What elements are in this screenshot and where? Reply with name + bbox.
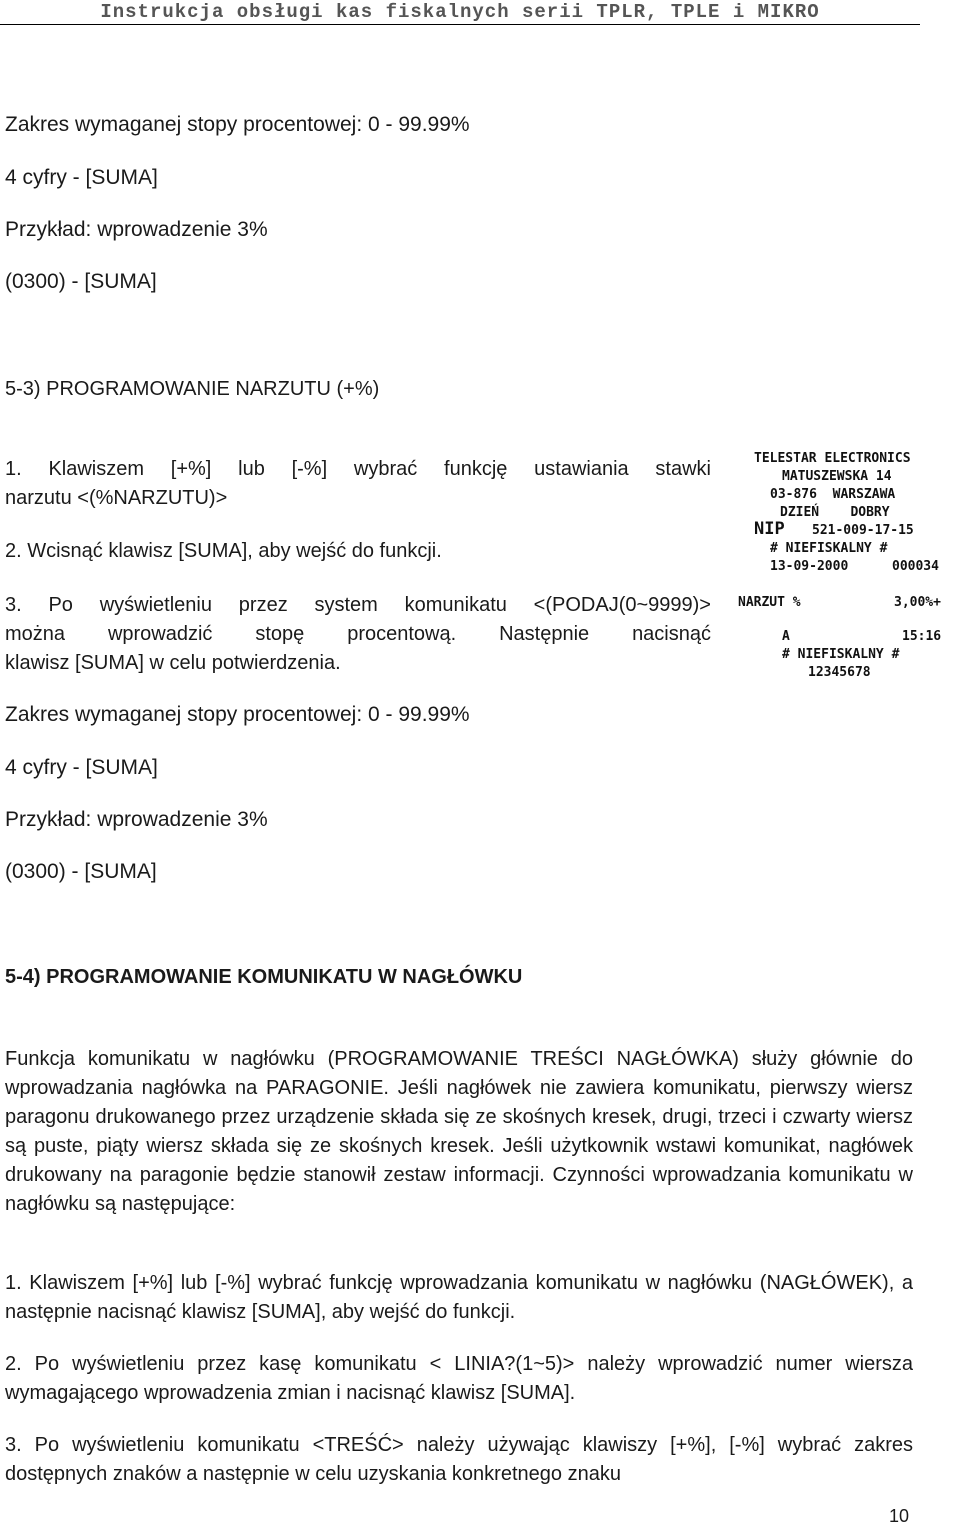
receipt-line: 15:16 [902,629,942,644]
receipt-line: # NIEFISKALNY # [770,541,888,556]
digits-text: 4 cyfry - [SUMA] [5,166,158,189]
receipt-line: 000034 [892,559,939,574]
step-1-paragraph: 1. Klawiszem [+%] lub [-%] wybrać funkcję wprowadzania komunikatu w nagłówku (NAGŁÓWEK), a następnie nacisnąć klawisz [SUMA], aby wejść do funkcji. [5,1272,913,1323]
receipt-line: 13-09-2000 [770,559,849,574]
value-text: (0300) - [SUMA] [5,270,157,293]
page-header: Instrukcja obsługi kas fiskalnych serii TPLR, TPLE i MIKRO [0,0,920,25]
intro-paragraph: Funkcja komunikatu w nagłówku (PROGRAMOWANIE TREŚCI NAGŁÓWKA) służy głównie do wprowadzania nagłówka na PARAGONIE. Jeśli nagłówek nie zawiera komunikatu, pierwszy wiersz paragonu drukowanego przez urządzenie składa się ze skośnych kresek, drugi, trzeci i czwarty wiersz są puste, piąty wiersz składa się ze skośnych kresek. Jeśli użytkownik wstawi komunikat, nagłówek drukowany na paragonie będzie stanowił zestaw informacji. Czynności wprowadzania komunikatu w nagłówku są następujące: [5,1048,913,1215]
receipt-line: DZIEŃ DOBRY [780,505,890,520]
receipt-line: TELESTAR ELECTRONICS [754,451,911,466]
receipt-line: 521-009-17-15 [812,523,914,538]
step-3-paragraph: 3. Po wyświetleniu komunikatu <TREŚĆ> należy używając klawiszy [+%], [-%] wybrać zakres dostępnych znaków a następnie w celu uzyskania konkretnego znaku [5,1434,913,1485]
step-3-line-2: można wprowadzić stopę procentową. Następnie nacisnąć [5,623,711,645]
receipt-printout [736,448,948,686]
value-text: (0300) - [SUMA] [5,860,157,883]
receipt-line: A [782,629,790,644]
example-text: Przykład: wprowadzenie 3% [5,218,268,241]
receipt-line: 03-876 WARSZAWA [770,487,896,502]
section-heading: 5-3) PROGRAMOWANIE NARZUTU (+%) [5,378,380,400]
step-3-line-1: 3. Po wyświetleniu przez system komunikatu <(PODAJ(0~9999)> [5,594,711,616]
step-2-paragraph: 2. Po wyświetleniu przez kasę komunikatu < LINIA?(1~5)> należy wprowadzić numer wiersza wymagającego wprowadzenia zmian i nacisnąć klawisz [SUMA]. [5,1353,913,1404]
step-3-line-3: klawisz [SUMA] w celu potwierdzenia. [5,652,341,674]
example-text: Przykład: wprowadzenie 3% [5,808,268,831]
receipt-line: NARZUT % [738,595,801,610]
receipt-line: MATUSZEWSKA 14 [782,469,892,484]
receipt-line: # NIEFISKALNY # [782,647,900,662]
page-number: 10 [889,1506,910,1526]
section-heading: 5-4) PROGRAMOWANIE KOMUNIKATU W NAGŁÓWKU [5,966,523,988]
receipt-line: 12345678 [808,665,871,680]
step-1-line-1: 1. Klawiszem [+%] lub [-%] wybrać funkcję ustawiania stawki [5,458,711,480]
digits-text: 4 cyfry - [SUMA] [5,756,158,779]
range-text: Zakres wymaganej stopy procentowej: 0 - 99.99% [5,703,470,726]
step-2-text: 2. Wcisnąć klawisz [SUMA], aby wejść do funkcji. [5,540,442,562]
step-1-line-2: narzutu <(%NARZUTU)> [5,487,228,509]
receipt-line: 3,00%+ [894,595,941,610]
range-text: Zakres wymaganej stopy procentowej: 0 - 99.99% [5,113,470,136]
receipt-nip-label: NIP [754,519,785,539]
